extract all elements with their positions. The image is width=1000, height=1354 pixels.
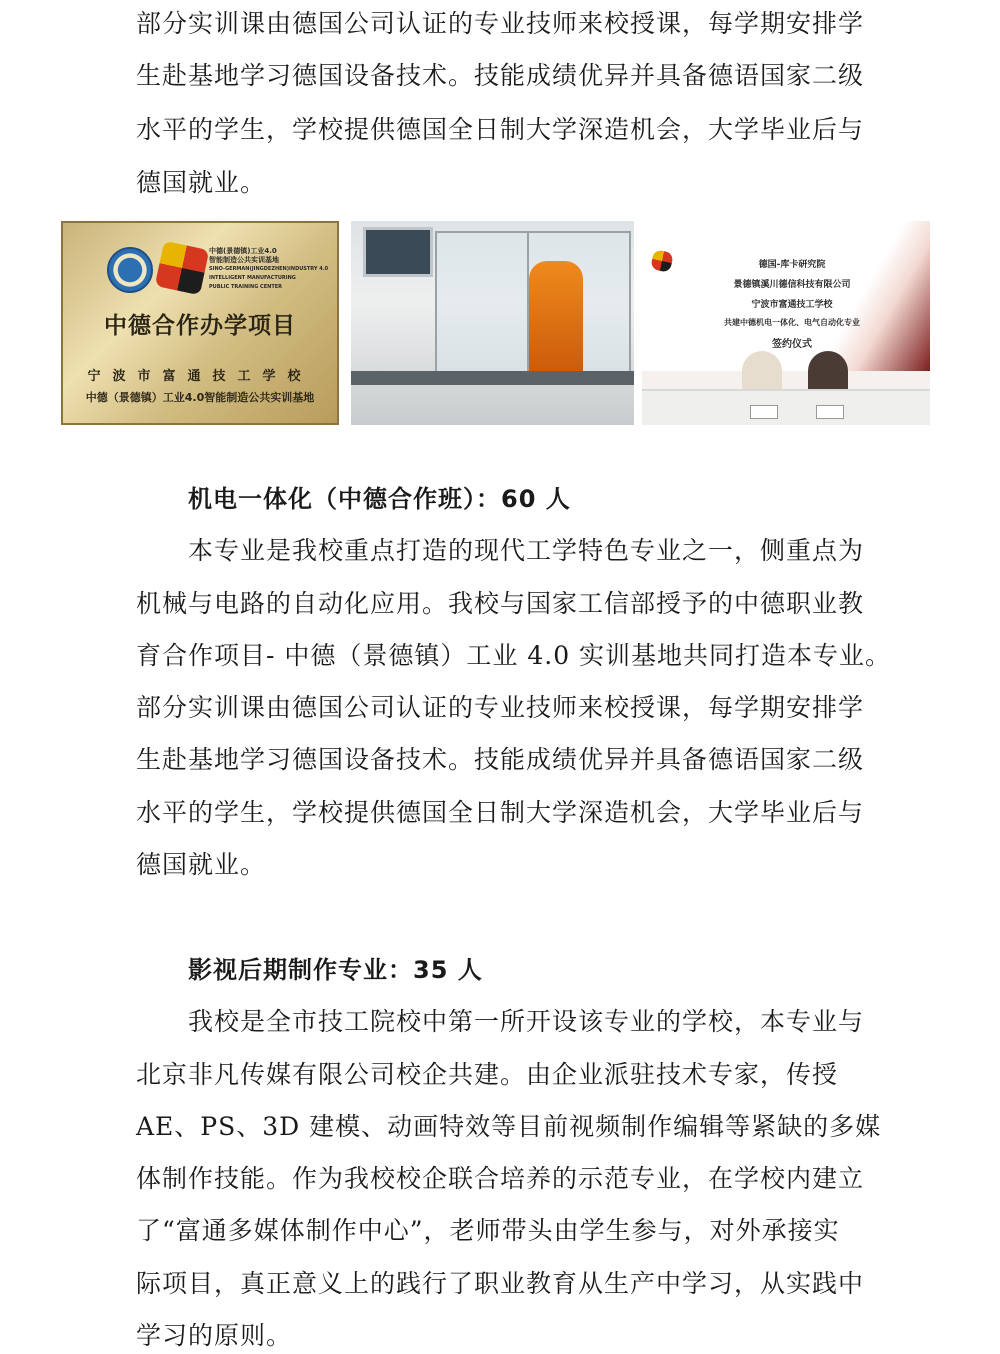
paragraph-line: 了“富通多媒体制作中心”，老师带头由学生参与，对外承接实 [136,1216,840,1245]
paragraph-line: 生赴基地学习德国设备技术。技能成绩优异并具备德语国家二级 [136,745,865,774]
paragraph-line: 北京非凡传媒有限公司校企共建。由企业派驻技术专家，传授 [136,1060,839,1089]
plaque-small-line: 智能制造公共实训基地 [209,256,279,264]
plaque-small-line: 中德(景德镇)工业4.0 [209,247,277,255]
lab-enclosure [435,231,529,385]
paragraph-line: 机械与电路的自动化应用。我校与国家工信部授予的中德职业教 [136,589,865,618]
industry-logo-icon [155,241,210,296]
paragraph-line: 际项目，真正意义上的践行了职业教育从生产中学习，从实践中 [136,1269,865,1298]
paragraph-line: AE、PS、3D 建模、动画特效等目前视频制作编辑等紧缺的多媒 [136,1112,882,1141]
monitor-icon [363,227,433,277]
plaque-school-name: 宁波市富通技工学校 [87,369,313,384]
plaque-small-line: SINO-GERMAN(JINGDEZHEN)INDUSTRY 4.0 [209,266,329,272]
plaque-photo [61,221,339,425]
paragraph-line: 德国就业。 [136,850,267,879]
backdrop-line: 签约仪式 [772,339,812,350]
paragraph-line: 学习的原则。 [136,1321,293,1350]
plaque-header-text [209,247,329,292]
school-logo-icon [107,247,153,293]
nameplate [816,405,844,419]
paragraph-line: 德国就业。 [136,168,267,197]
training-lab-photo [351,221,634,425]
nameplate [750,405,778,419]
plaque-small-line: INTELLIGENT MANUFACTURING [209,275,296,281]
paragraph-line: 本专业是我校重点打造的现代工学特色专业之一，侧重点为 [188,536,865,565]
section-heading: 影视后期制作专业：35 人 [188,956,483,984]
plaque-small-line: PUBLIC TRAINING CENTER [209,284,283,290]
plaque-title: 中德合作办学项目 [104,313,296,339]
paragraph-line: 部分实训课由德国公司认证的专业技师来校授课，每学期安排学 [136,693,865,722]
paragraph-line: 生赴基地学习德国设备技术。技能成绩优异并具备德语国家二级 [136,61,865,90]
signing-desk [642,389,930,425]
backdrop-line: 宁波市富通技工学校 [751,300,833,310]
paragraph-line: 体制作技能。作为我校校企联合培养的示范专业，在学校内建立 [136,1164,865,1193]
paragraph-line: 水平的学生，学校提供德国全日制大学深造机会，大学毕业后与 [136,798,865,827]
paragraph-line: 我校是全市技工院校中第一所开设该专业的学校，本专业与 [188,1007,865,1036]
paragraph-line: 育合作项目- 中德（景德镇）工业 4.0 实训基地共同打造本专业。 [136,641,892,670]
paragraph-line: 水平的学生，学校提供德国全日制大学深造机会，大学毕业后与 [136,115,865,144]
signing-ceremony-photo [642,221,930,425]
conveyor-rail [351,371,634,385]
section-heading: 机电一体化（中德合作班）：60 人 [188,485,571,513]
plaque-base-name: 中德（景德镇）工业4.0智能制造公共实训基地 [85,391,315,404]
industrial-robot-icon [529,261,583,381]
paragraph-line: 部分实训课由德国公司认证的专业技师来校授课，每学期安排学 [136,9,865,38]
backdrop-line: 共建中德机电一体化、电气自动化专业 [724,318,860,327]
backdrop-line: 德国-库卡研究院 [758,260,826,270]
backdrop-line: 景德镇溪川德信科技有限公司 [733,280,851,290]
